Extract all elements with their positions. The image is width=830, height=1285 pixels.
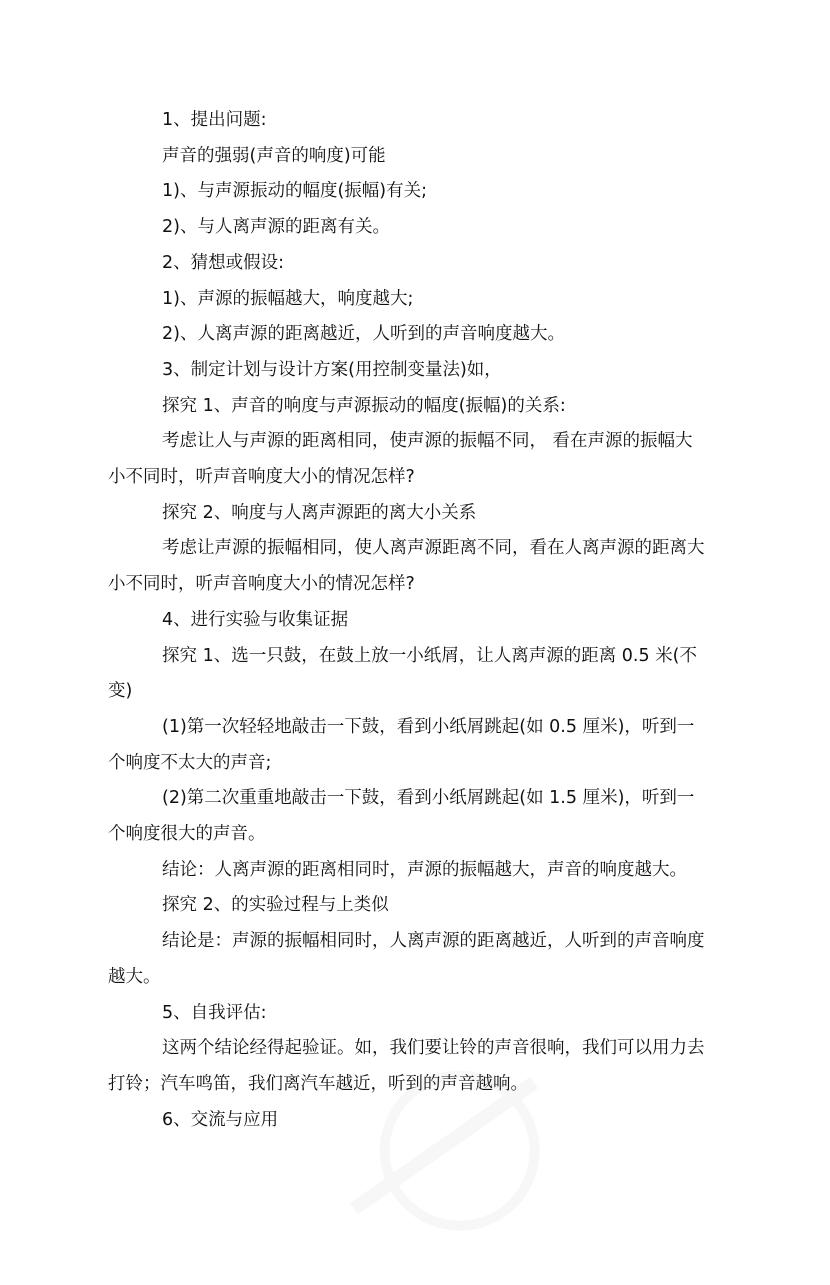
document-body [108,103,708,1138]
heading-hypothesis: 2、猜想或假设: [162,252,285,273]
heading-experiment: 4、进行实验与收集证据 [162,609,349,630]
list-item: 1)、与声源振动的幅度(振幅)有关; [162,181,428,202]
paragraph: 考虑让人与声源的距离相同，使声源的振幅不同， 看在声源的振幅大小不同时，听声音响度大小的情况怎样? [108,431,693,488]
paragraph: (2)第二次重重地敲击一下鼓，看到小纸屑跳起(如 1.5 厘米)，听到一个响度很大的声音。 [108,788,695,845]
list-item: 1)、声源的振幅越大，响度越大; [162,288,414,309]
heading-evaluation: 5、自我评估: [162,1002,267,1023]
paragraph: 结论是：声源的振幅相同时，人离声源的距离越近，人听到的声音响度越大。 [108,931,705,987]
paragraph: 考虑让声源的振幅相同，使人离声源距离不同，看在人离声源的距离大小不同时，听声音响度大小的情况怎样? [108,538,705,595]
paragraph: 探究 1、声音的响度与声源振动的幅度(振幅)的关系: [162,395,566,416]
heading-exchange: 6、交流与应用 [162,1109,279,1130]
paragraph: 探究 2、响度与人离声源距的离大小关系 [162,502,477,523]
list-item: 2)、与人离声源的距离有关。 [162,217,390,238]
paragraph: (1)第一次轻轻地敲击一下鼓，看到小纸屑跳起(如 0.5 厘米)，听到一个响度不太大的声音; [108,716,695,773]
paragraph: 探究 1、选一只鼓，在鼓上放一小纸屑，让人离声源的距离 0.5 米(不变) [108,645,697,702]
heading-raise-question: 1、提出问题: [162,110,267,130]
paragraph: 这两个结论经得起验证。如，我们要让铃的声音很响，我们可以用力去打铃；汽车鸣笛，我们离汽车越近，听到的声音越响。 [108,1038,705,1094]
heading-plan: 3、制定计划与设计方案(用控制变量法)如， [162,359,502,380]
list-item: 2)、人离声源的距离越近，人听到的声音响度越大。 [162,324,565,345]
paragraph: 探究 2、的实验过程与上类似 [162,895,389,916]
paragraph: 结论：人离声源的距离相同时，声源的振幅越大，声音的响度越大。 [162,859,687,880]
paragraph: 声音的强弱(声音的响度)可能 [162,145,386,166]
